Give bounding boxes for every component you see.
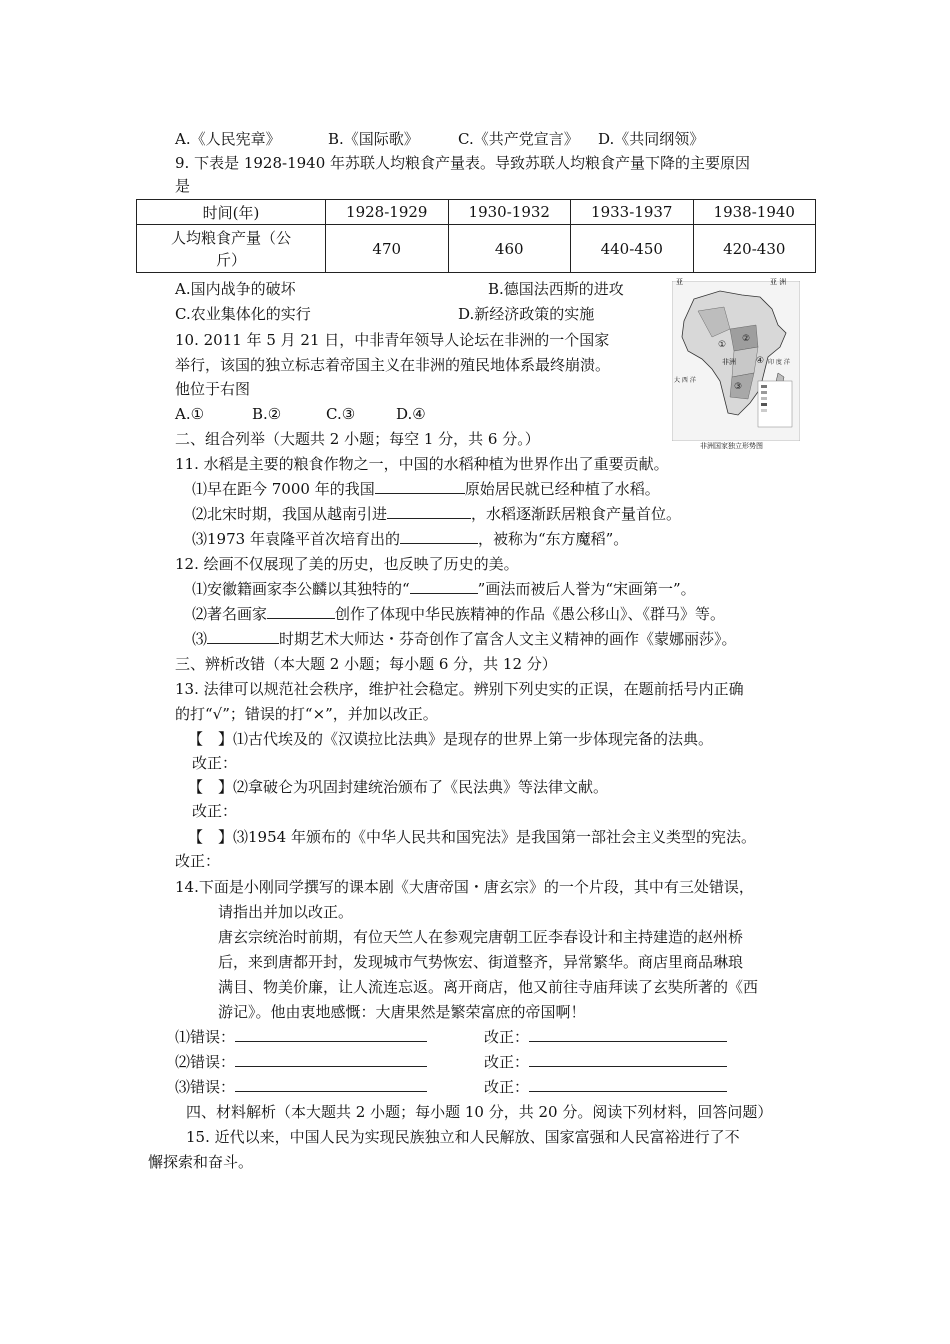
error-label: ⑵错误： [175, 1053, 236, 1071]
q13-item-2 [188, 776, 608, 798]
map-caption: 非洲国家独立形势图 [700, 442, 763, 450]
q11-2-text: ，水稻逐渐跃居粮食产量首位。 [471, 505, 682, 523]
section-3-title: 三、辨析改错（本大题 2 小题；每小题 6 分，共 12 分） [175, 655, 557, 673]
q12-3 [192, 628, 737, 650]
q9-option-b: B.德国法西斯的进攻 [488, 280, 624, 298]
q10-option-c: C.③ [326, 405, 356, 423]
q13-stem: 的打“√”；错误的打“×”，并加以改正。 [175, 705, 438, 723]
section-4-title: 四、材料解析（本大题共 2 小题；每小题 10 分，共 20 分。阅读下列材料，回答问题） [186, 1103, 773, 1121]
table-cell: 440-450 [571, 225, 694, 273]
table-header-cell: 1938-1940 [693, 200, 816, 225]
q12-1 [192, 578, 696, 600]
answer-blank[interactable] [375, 478, 465, 494]
map-label: 亚 洲 [770, 278, 787, 286]
q10-stem: 10. 2011 年 5 月 21 日，中非青年领导人论坛在非洲的一个国家 [175, 331, 610, 349]
q14-fix-row-2 [484, 1051, 727, 1073]
q12-2 [192, 603, 725, 625]
q12-3-text: ⑶ [192, 630, 208, 648]
map-label: 大 西 洋 [674, 377, 696, 384]
q12-stem: 12. 绘画不仅展现了美的历史，也反映了历史的美。 [175, 555, 519, 573]
answer-blank[interactable] [207, 628, 279, 644]
answer-line[interactable] [529, 1076, 727, 1092]
error-label: ⑴错误： [175, 1028, 236, 1046]
row-label-line2: 斤） [215, 250, 246, 269]
section-2-title: 二、组合列举（大题共 2 小题；每空 1 分，共 6 分。） [175, 430, 540, 448]
answer-bracket[interactable]: 【 】 [188, 778, 234, 796]
table-header-cell: 时间(年) [137, 200, 326, 225]
q9-stem: 9. 下表是 1928-1940 年苏联人均粮食产量表。导致苏联人均粮食产量下降的主要原因 [175, 154, 751, 172]
answer-blank[interactable] [410, 578, 478, 594]
answer-line[interactable] [235, 1026, 427, 1042]
q8-option-c: C.《共产党宣言》 [458, 130, 579, 148]
q10-stem: 他位于右图 [175, 380, 251, 398]
grain-table [136, 199, 816, 273]
q11-3 [192, 528, 628, 550]
q11-2-text: ⑵北宋时期，我国从越南引进 [192, 505, 388, 523]
table-header-cell: 1933-1937 [571, 200, 694, 225]
table-header-cell: 1930-1932 [448, 200, 571, 225]
q13-item-3 [188, 826, 756, 848]
q13-item-1 [188, 728, 713, 750]
table-header-cell: 1928-1929 [326, 200, 449, 225]
map-label: 亚 [676, 278, 683, 286]
q11-1-text: 原始居民就已经种植了水稻。 [464, 480, 660, 498]
answer-line[interactable] [235, 1051, 427, 1067]
q14-passage: 后，来到唐都开封，发现城市气势恢宏、街道整齐，异常繁华。商店里商品琳琅 [218, 953, 744, 971]
q14-error-row-3 [175, 1076, 427, 1098]
table-row [137, 225, 816, 273]
q13-correction-1: 改正： [192, 754, 238, 772]
answer-blank[interactable] [267, 603, 335, 619]
q8-option-a: A.《人民宪章》 [175, 130, 281, 148]
q9-option-d: D.新经济政策的实施 [458, 305, 595, 323]
q14-error-row-1 [175, 1026, 427, 1048]
fix-label: 改正： [484, 1028, 530, 1046]
q11-1-text: ⑴早在距今 7000 年的我国 [192, 480, 375, 498]
q14-passage: 满目、物美价廉，让人流连忘返。离开商店，他又前往寺庙拜读了玄奘所著的《西 [218, 978, 759, 996]
q9-option-c: C.农业集体化的实行 [175, 305, 311, 323]
table-cell: 420-430 [693, 225, 816, 273]
svg-text:①: ① [718, 340, 727, 350]
answer-bracket[interactable]: 【 】 [188, 828, 234, 846]
q10-option-d: D.④ [396, 405, 426, 423]
q11-2 [192, 503, 681, 525]
q13-correction-3: 改正： [175, 852, 221, 870]
answer-line[interactable] [529, 1051, 727, 1067]
error-label: ⑶错误： [175, 1078, 236, 1096]
q12-1-text: ⑴安徽籍画家李公麟以其独特的“ [192, 580, 410, 598]
q14-fix-row-3 [484, 1076, 727, 1098]
q14-stem: 14.下面是小刚同学撰写的课本剧《大唐帝国・唐玄宗》的一个片段，其中有三处错误， [175, 878, 754, 896]
q14-fix-row-1 [484, 1026, 727, 1048]
q11-3-text: ⑶1973 年袁隆平首次培育出的 [192, 530, 400, 548]
answer-line[interactable] [235, 1076, 427, 1092]
fix-label: 改正： [484, 1053, 530, 1071]
table-header-row [137, 200, 816, 225]
q12-3-text: 时期艺术大师达・芬奇创作了富含人文主义精神的画作《蒙娜丽莎》。 [279, 630, 737, 648]
q14-stem: 请指出并加以改正。 [218, 903, 354, 921]
q14-passage: 唐玄宗统治时前期，有位天竺人在参观完唐朝工匠李春设计和主持建造的赵州桥 [218, 928, 744, 946]
q8-option-d: D.《共同纲领》 [598, 130, 705, 148]
q10-stem: 举行，该国的独立标志着帝国主义在非洲的殖民地体系最终崩溃。 [175, 356, 611, 374]
q11-3-text: ，被称为“东方魔稻”。 [477, 530, 629, 548]
q13-2-text: ⑵拿破仑为巩固封建统治颁布了《民法典》等法律文献。 [233, 778, 609, 796]
map-label: 印 度 洋 [768, 359, 790, 366]
fix-label: 改正： [484, 1078, 530, 1096]
q9-option-a: A.国内战争的破坏 [175, 280, 296, 298]
q13-stem: 13. 法律可以规范社会秩序，维护社会稳定。辨别下列史实的正误，在题前括号内正确 [175, 680, 744, 698]
answer-bracket[interactable]: 【 】 [188, 730, 234, 748]
answer-blank[interactable] [387, 503, 471, 519]
table-cell: 470 [326, 225, 449, 273]
q12-2-text: ⑵著名画家 [192, 605, 268, 623]
q15-stem: 懈探索和奋斗。 [148, 1153, 254, 1171]
q10-option-b: B.② [252, 405, 282, 423]
table-cell: 460 [448, 225, 571, 273]
q13-correction-2: 改正： [192, 802, 238, 820]
q15-stem: 15. 近代以来，中国人民为实现民族独立和人民解放、国家富强和人民富裕进行了不 [186, 1128, 740, 1146]
answer-blank[interactable] [400, 528, 478, 544]
q11-stem: 11. 水稻是主要的粮食作物之一，中国的水稻种植为世界作出了重要贡献。 [175, 455, 669, 473]
svg-text:③: ③ [734, 382, 743, 392]
q12-1-text: ”画法而被后人誉为“宋画第一”。 [477, 580, 696, 598]
q13-1-text: ⑴古代埃及的《汉谟拉比法典》是现存的世界上第一步体现完备的法典。 [233, 730, 714, 748]
svg-text:②: ② [742, 334, 751, 344]
q10-option-a: A.① [175, 405, 205, 423]
africa-map [672, 278, 800, 450]
q9-stem-cont: 是 [175, 177, 191, 195]
q12-2-text: 创作了体现中华民族精神的作品《愚公移山》、《群马》等。 [335, 605, 726, 623]
answer-line[interactable] [529, 1026, 727, 1042]
svg-text:④: ④ [756, 356, 765, 366]
q14-error-row-2 [175, 1051, 427, 1073]
q13-3-text: ⑶1954 年颁布的《中华人民共和国宪法》是我国第一部社会主义类型的宪法。 [233, 828, 756, 846]
map-label: 非洲 [722, 358, 736, 366]
table-row-label [137, 225, 326, 273]
q11-1 [192, 478, 660, 500]
q8-option-b: B.《国际歌》 [328, 130, 419, 148]
row-label-line1: 人均粮食产量（公 [170, 228, 291, 247]
q14-passage: 游记》。他由衷地感慨：大唐果然是繁荣富庶的帝国啊！ [218, 1003, 586, 1021]
